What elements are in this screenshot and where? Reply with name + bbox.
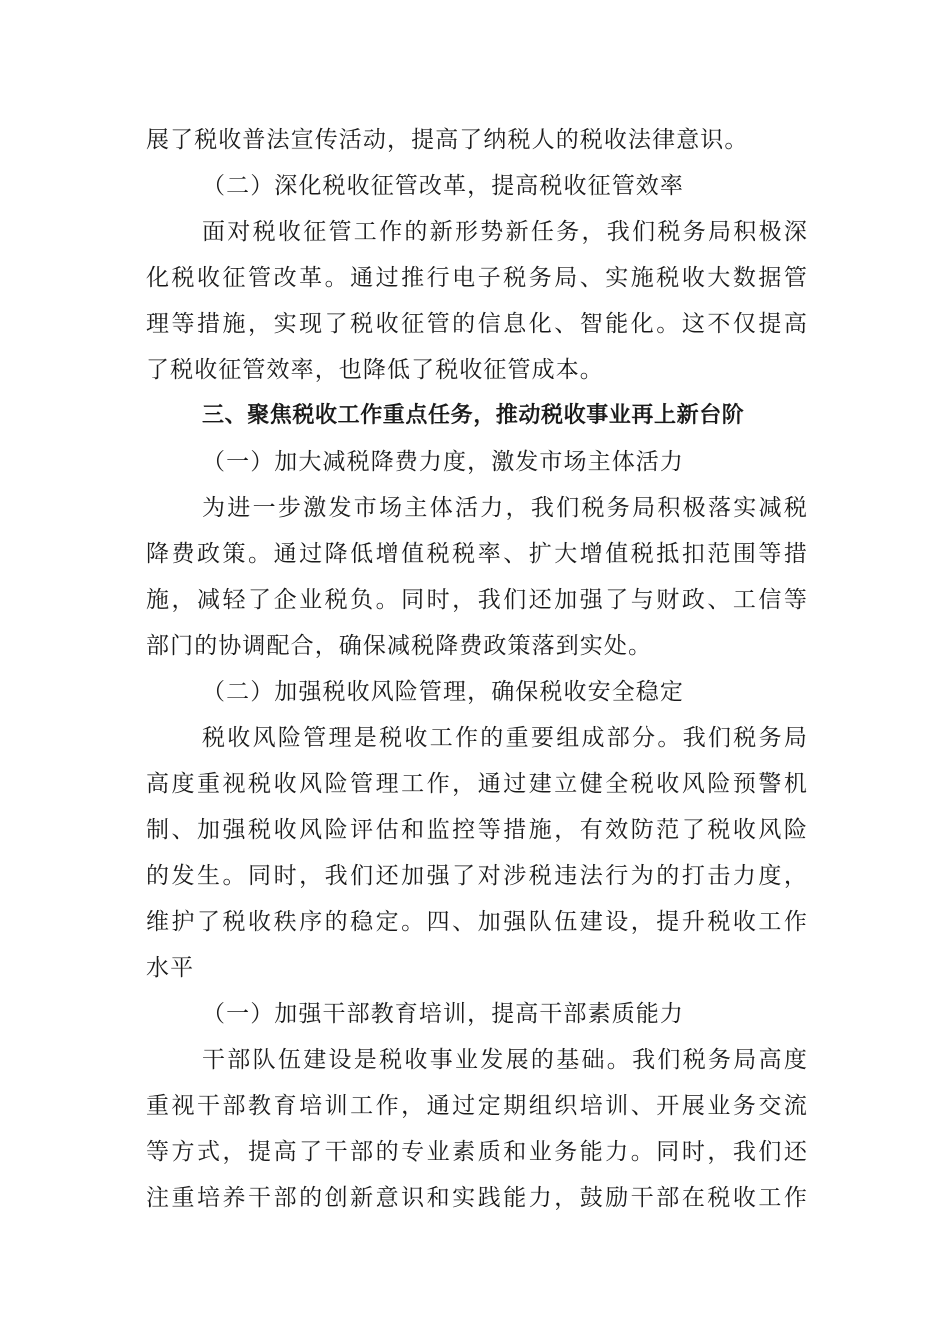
document-body: [146, 117, 808, 1221]
subsection-heading: （一）加大减税降费力度，激发市场主体活力: [202, 449, 684, 475]
paragraph-line: 注重培养干部的创新意识和实践能力，鼓励干部在税收工作: [146, 1185, 808, 1211]
paragraph-line: 化税收征管改革。通过推行电子税务局、实施税收大数据管: [146, 265, 808, 291]
paragraph-line: 降费政策。通过降低增值税税率、扩大增值税抵扣范围等措: [146, 541, 808, 567]
paragraph-line: 税收风险管理是税收工作的重要组成部分。我们税务局: [202, 725, 808, 751]
paragraph-line: 高度重视税收风险管理工作，通过建立健全税收风险预警机: [146, 771, 808, 797]
paragraph-line: 为进一步激发市场主体活力，我们税务局积极落实减税: [202, 495, 808, 521]
paragraph-line: 制、加强税收风险评估和监控等措施，有效防范了税收风险: [146, 817, 808, 843]
paragraph-line: 干部队伍建设是税收事业发展的基础。我们税务局高度: [202, 1047, 808, 1073]
paragraph-line: 展了税收普法宣传活动，提高了纳税人的税收法律意识。: [146, 127, 749, 153]
paragraph-line: 的发生。同时，我们还加强了对涉税违法行为的打击力度，: [146, 863, 808, 889]
paragraph-line: 面对税收征管工作的新形势新任务，我们税务局积极深: [202, 219, 808, 245]
subsection-heading: （二）加强税收风险管理，确保税收安全稳定: [202, 679, 684, 705]
paragraph-line: 维护了税收秩序的稳定。四、加强队伍建设，提升税收工作: [146, 909, 808, 935]
subsection-heading: （二）深化税收征管改革，提高税收征管效率: [202, 173, 684, 199]
paragraph-line: 施，减轻了企业税负。同时，我们还加强了与财政、工信等: [146, 587, 808, 613]
section-heading: 三、聚焦税收工作重点任务，推动税收事业再上新台阶: [202, 403, 745, 428]
subsection-heading: （一）加强干部教育培训，提高干部素质能力: [202, 1001, 684, 1027]
paragraph-line: 水平: [146, 955, 195, 981]
paragraph-line: 部门的协调配合，确保减税降费政策落到实处。: [146, 633, 653, 659]
paragraph-line: 等方式，提高了干部的专业素质和业务能力。同时，我们还: [146, 1139, 808, 1165]
paragraph-line: 了税收征管效率，也降低了税收征管成本。: [146, 357, 604, 383]
paragraph-line: 理等措施，实现了税收征管的信息化、智能化。这不仅提高: [146, 311, 808, 337]
paragraph-line: 重视干部教育培训工作，通过定期组织培训、开展业务交流: [146, 1093, 808, 1119]
